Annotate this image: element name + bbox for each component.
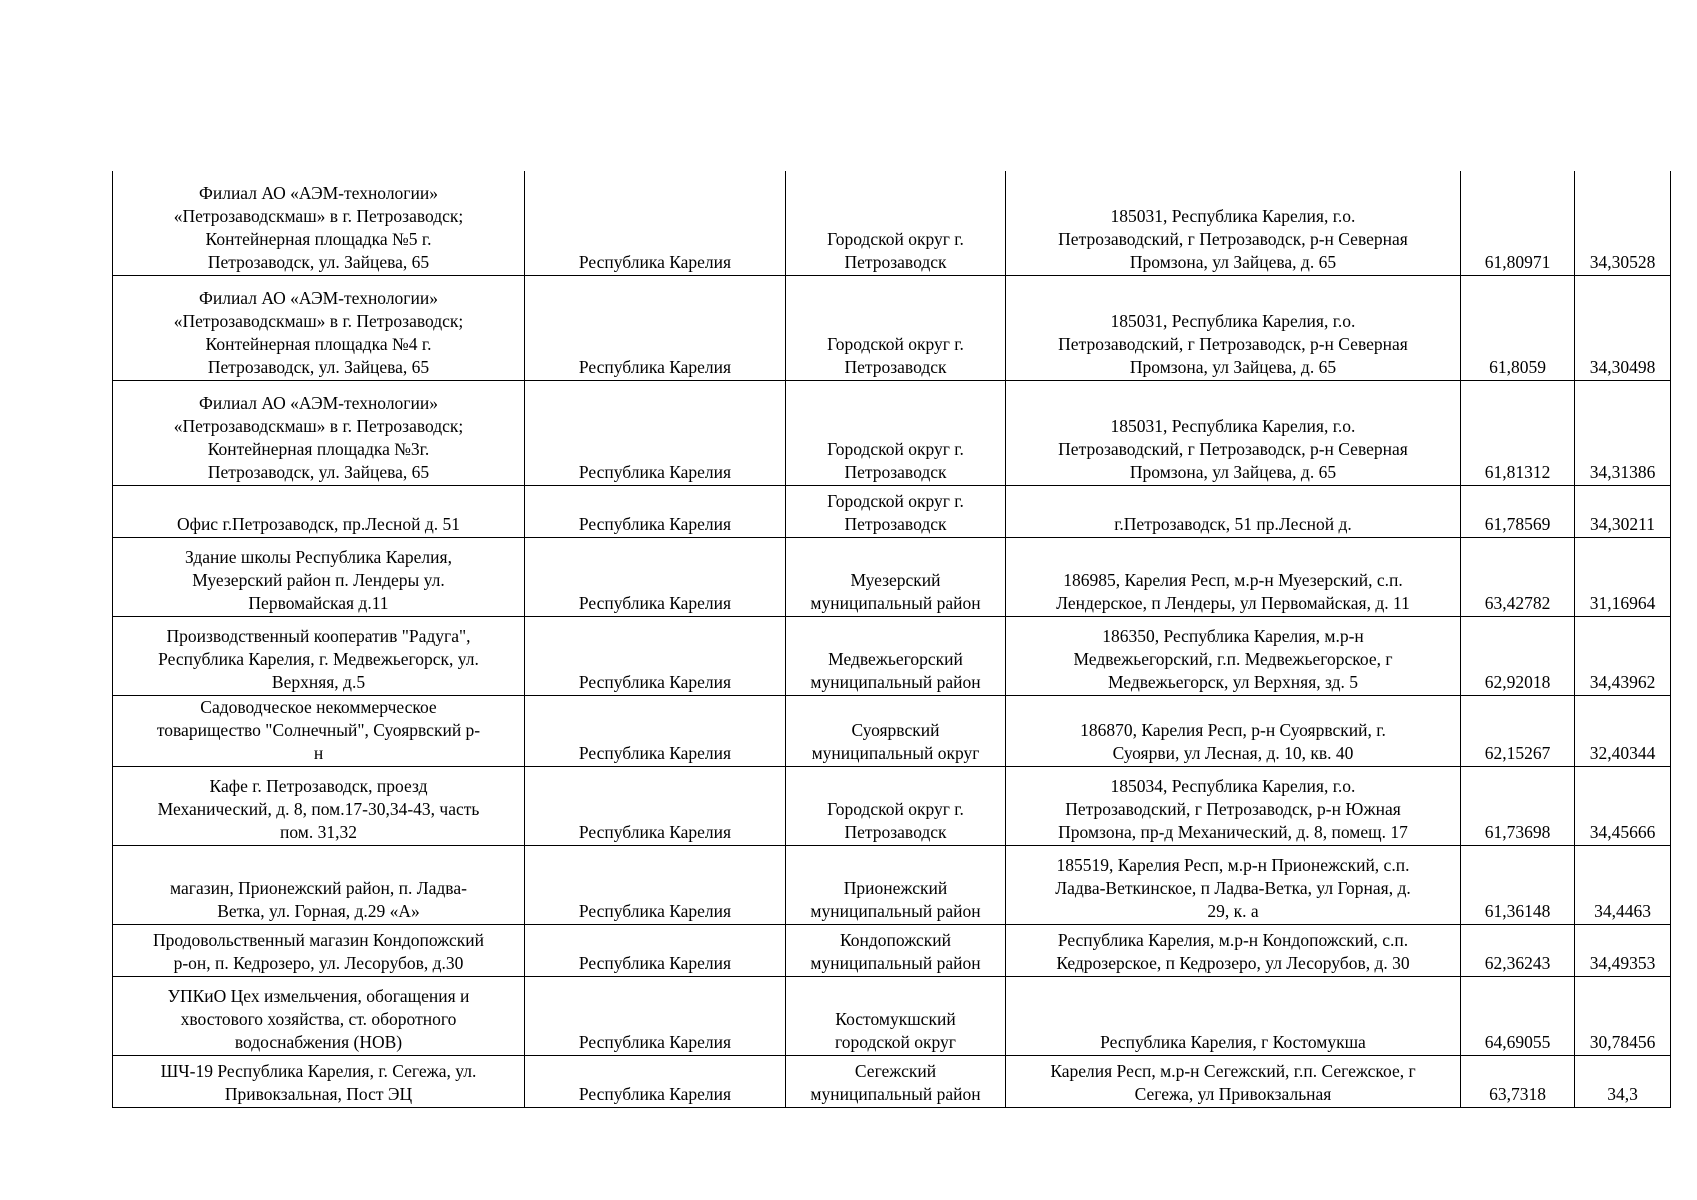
longitude-cell: 34,30211 [1575, 485, 1671, 537]
table-row [113, 537, 1671, 616]
municipality-cell: Костомукшский городской округ [786, 976, 1006, 1055]
longitude-cell: 34,45666 [1575, 766, 1671, 845]
latitude-cell: 63,42782 [1461, 537, 1575, 616]
table-row [113, 976, 1671, 1055]
object-name-cell: Филиал АО «АЭМ-технологии» «Петрозаводскмаш» в г. Петрозаводск; Контейнерная площадка №3г. Петрозаводск, ул. Зайцева, 65 [113, 380, 525, 485]
region-cell: Республика Карелия [525, 537, 786, 616]
region-cell: Республика Карелия [525, 171, 786, 275]
table-row [113, 275, 1671, 380]
table-row [113, 845, 1671, 924]
latitude-cell: 62,92018 [1461, 616, 1575, 695]
object-name-cell: Здание школы Республика Карелия, Муезерский район п. Лендеры ул. Первомайская д.11 [113, 537, 525, 616]
document-page [112, 171, 1670, 1108]
latitude-cell: 62,15267 [1461, 695, 1575, 766]
longitude-cell: 34,30498 [1575, 275, 1671, 380]
address-cell: 185031, Республика Карелия, г.о. Петрозаводский, г Петрозаводск, р-н Северная Промзона, ул Зайцева, д. 65 [1006, 380, 1461, 485]
table-row [113, 380, 1671, 485]
longitude-cell: 34,31386 [1575, 380, 1671, 485]
region-cell: Республика Карелия [525, 380, 786, 485]
longitude-cell: 34,30528 [1575, 171, 1671, 275]
latitude-cell: 61,78569 [1461, 485, 1575, 537]
region-cell: Республика Карелия [525, 924, 786, 976]
region-cell: Республика Карелия [525, 1055, 786, 1107]
object-name-cell: Продовольственный магазин Кондопожский р-он, п. Кедрозеро, ул. Лесорубов, д.30 [113, 924, 525, 976]
latitude-cell: 62,36243 [1461, 924, 1575, 976]
region-cell: Республика Карелия [525, 616, 786, 695]
municipality-cell: Суоярвский муниципальный округ [786, 695, 1006, 766]
region-cell: Республика Карелия [525, 275, 786, 380]
object-name-cell: Филиал АО «АЭМ-технологии» «Петрозаводскмаш» в г. Петрозаводск; Контейнерная площадка №5 г. Петрозаводск, ул. Зайцева, 65 [113, 171, 525, 275]
longitude-cell: 34,49353 [1575, 924, 1671, 976]
table-row [113, 924, 1671, 976]
municipality-cell: Кондопожский муниципальный район [786, 924, 1006, 976]
address-cell: 185034, Республика Карелия, г.о. Петрозаводский, г Петрозаводск, р-н Южная Промзона, пр-д Механический, д. 8, помещ. 17 [1006, 766, 1461, 845]
object-name-cell: Офис г.Петрозаводск, пр.Лесной д. 51 [113, 485, 525, 537]
longitude-cell: 32,40344 [1575, 695, 1671, 766]
longitude-cell: 34,4463 [1575, 845, 1671, 924]
address-cell: Республика Карелия, г Костомукша [1006, 976, 1461, 1055]
locations-table [112, 171, 1671, 1108]
longitude-cell: 30,78456 [1575, 976, 1671, 1055]
municipality-cell: Прионежский муниципальный район [786, 845, 1006, 924]
address-cell: 186985, Карелия Респ, м.р-н Муезерский, с.п. Лендерское, п Лендеры, ул Первомайская, д. 11 [1006, 537, 1461, 616]
municipality-cell: Муезерский муниципальный район [786, 537, 1006, 616]
object-name-cell: Производственный кооператив "Радуга", Республика Карелия, г. Медвежьегорск, ул. Верхняя, д.5 [113, 616, 525, 695]
latitude-cell: 61,81312 [1461, 380, 1575, 485]
object-name-cell: ШЧ-19 Республика Карелия, г. Сегежа, ул. Привокзальная, Пост ЭЦ [113, 1055, 525, 1107]
table-body [113, 171, 1671, 1107]
latitude-cell: 61,73698 [1461, 766, 1575, 845]
latitude-cell: 61,36148 [1461, 845, 1575, 924]
municipality-cell: Медвежьегорский муниципальный район [786, 616, 1006, 695]
longitude-cell: 34,3 [1575, 1055, 1671, 1107]
object-name-cell: магазин, Прионежский район, п. Ладва- Ветка, ул. Горная, д.29 «А» [113, 845, 525, 924]
object-name-cell: Кафе г. Петрозаводск, проезд Механический, д. 8, пом.17-30,34-43, часть пом. 31,32 [113, 766, 525, 845]
region-cell: Республика Карелия [525, 976, 786, 1055]
region-cell: Республика Карелия [525, 485, 786, 537]
latitude-cell: 61,80971 [1461, 171, 1575, 275]
municipality-cell: Городской округ г. Петрозаводск [786, 766, 1006, 845]
address-cell: г.Петрозаводск, 51 пр.Лесной д. [1006, 485, 1461, 537]
municipality-cell: Сегежский муниципальный район [786, 1055, 1006, 1107]
object-name-cell: Филиал АО «АЭМ-технологии» «Петрозаводскмаш» в г. Петрозаводск; Контейнерная площадка №4 г. Петрозаводск, ул. Зайцева, 65 [113, 275, 525, 380]
table-row [113, 616, 1671, 695]
table-row [113, 1055, 1671, 1107]
address-cell: Республика Карелия, м.р-н Кондопожский, с.п. Кедрозерское, п Кедрозеро, ул Лесорубов, д. 30 [1006, 924, 1461, 976]
table-row [113, 695, 1671, 766]
table-row [113, 485, 1671, 537]
latitude-cell: 63,7318 [1461, 1055, 1575, 1107]
municipality-cell: Городской округ г. Петрозаводск [786, 275, 1006, 380]
latitude-cell: 61,8059 [1461, 275, 1575, 380]
region-cell: Республика Карелия [525, 695, 786, 766]
municipality-cell: Городской округ г. Петрозаводск [786, 485, 1006, 537]
municipality-cell: Городской округ г. Петрозаводск [786, 380, 1006, 485]
address-cell: Карелия Респ, м.р-н Сегежский, г.п. Сегежское, г Сегежа, ул Привокзальная [1006, 1055, 1461, 1107]
municipality-cell: Городской округ г. Петрозаводск [786, 171, 1006, 275]
address-cell: 185031, Республика Карелия, г.о. Петрозаводский, г Петрозаводск, р-н Северная Промзона, ул Зайцева, д. 65 [1006, 171, 1461, 275]
longitude-cell: 34,43962 [1575, 616, 1671, 695]
region-cell: Республика Карелия [525, 766, 786, 845]
table-row [113, 171, 1671, 275]
address-cell: 186870, Карелия Респ, р-н Суоярвский, г. Суоярви, ул Лесная, д. 10, кв. 40 [1006, 695, 1461, 766]
table-row [113, 766, 1671, 845]
latitude-cell: 64,69055 [1461, 976, 1575, 1055]
address-cell: 185519, Карелия Респ, м.р-н Прионежский, с.п. Ладва-Веткинское, п Ладва-Ветка, ул Горная, д. 29, к. а [1006, 845, 1461, 924]
object-name-cell: Садоводческое некоммерческое товарищество "Солнечный", Суоярвский р- н [113, 695, 525, 766]
longitude-cell: 31,16964 [1575, 537, 1671, 616]
region-cell: Республика Карелия [525, 845, 786, 924]
address-cell: 186350, Республика Карелия, м.р-н Медвежьегорский, г.п. Медвежьегорское, г Медвежьегорск, ул Верхняя, зд. 5 [1006, 616, 1461, 695]
address-cell: 185031, Республика Карелия, г.о. Петрозаводский, г Петрозаводск, р-н Северная Промзона, ул Зайцева, д. 65 [1006, 275, 1461, 380]
object-name-cell: УПКиО Цех измельчения, обогащения и хвостового хозяйства, ст. оборотного водоснабжения (НОВ) [113, 976, 525, 1055]
